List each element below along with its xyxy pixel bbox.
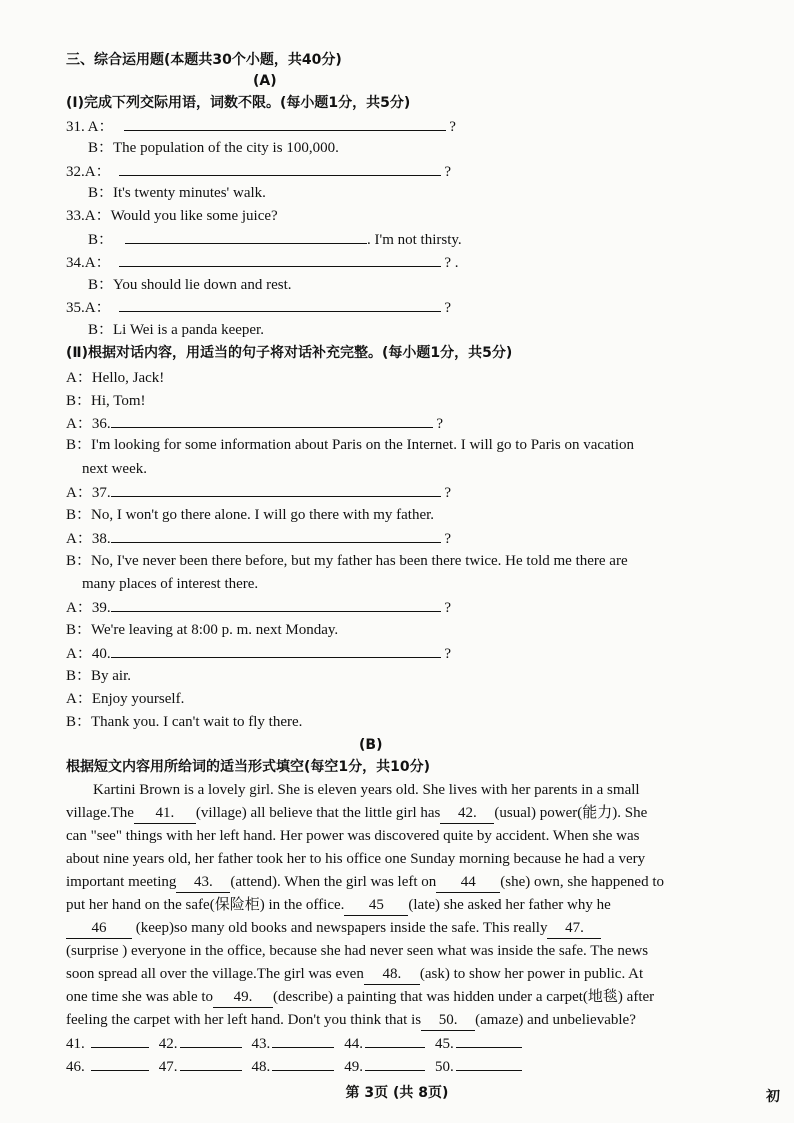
dialogue-line-37: A：37. ?	[66, 482, 451, 503]
response-text: It's twenty minutes' walk.	[113, 185, 266, 201]
dialogue-line: many places of interest there.	[82, 576, 259, 592]
dialogue-line: B：I'm looking for some information about Paris on the Internet. I will go to Paris on vacation	[66, 437, 635, 453]
dialogue-line: B：Hi, Tom!	[66, 393, 146, 409]
response-35: B：Li Wei is a panda keeper.	[88, 322, 264, 338]
response-text: You should lie down and rest.	[113, 277, 292, 293]
dialogue-line-40: A：40. ?	[66, 643, 451, 664]
blank-41[interactable]: 41.	[134, 803, 196, 824]
question-35: 35.A： ?	[66, 297, 451, 318]
passage-line: can "see" things with her left hand. Her power was discovered quite by accident. When she was	[66, 828, 640, 844]
question-31: 31. A： ?	[66, 116, 456, 137]
passage-line: 46 (keep)so many old books and newspapers inside the safe. This really 47.	[66, 918, 601, 939]
dialogue-line: A：Enjoy yourself.	[66, 691, 185, 707]
part-a1-title: (Ⅰ)完成下列交际用语，词数不限。(每小题1分，共5分)	[66, 95, 411, 111]
blank-49[interactable]: 49.	[213, 987, 273, 1008]
answer-blank[interactable]	[124, 116, 446, 131]
answer-line[interactable]	[365, 1033, 425, 1048]
response-34: B：You should lie down and rest.	[88, 277, 292, 293]
response-text: The population of the city is 100,000.	[113, 140, 339, 156]
corner-mark: 初	[766, 1089, 780, 1105]
blank-48[interactable]: 48.	[364, 964, 420, 985]
passage-line: soon spread all over the village.The girl was even 48. (ask) to show her power in public. At	[66, 964, 643, 985]
passage-line: one time she was able to 49. (describe) a painting that was hidden under a carpet(地毯) after	[66, 987, 654, 1008]
answer-label: 42.	[158, 1036, 178, 1052]
passage-line: Kartini Brown is a lovely girl. She is eleven years old. She lives with her parents in a small	[93, 782, 640, 798]
question-number: 33.A：	[66, 208, 111, 224]
dialogue-line: B：By air.	[66, 668, 132, 684]
answer-line[interactable]	[456, 1033, 522, 1048]
question-number: 32.A：	[66, 164, 111, 180]
dialogue-line: B：No, I won't go there alone. I will go there with my father.	[66, 507, 435, 523]
question-text: Would you like some juice?	[110, 208, 278, 224]
answer-label: 48.	[251, 1059, 271, 1075]
answer-line[interactable]	[180, 1056, 242, 1071]
dialogue-line-38: A：38. ?	[66, 528, 451, 549]
answer-blank[interactable]	[111, 482, 441, 497]
answer-line[interactable]	[272, 1033, 334, 1048]
section-title: 三、综合运用题(本题共30个小题，共40分)	[66, 52, 342, 68]
dialogue-line-36: A：36. ?	[66, 413, 443, 434]
answer-label: 50.	[435, 1059, 454, 1075]
answer-blank[interactable]	[119, 252, 441, 267]
blank-44[interactable]: 44	[436, 872, 500, 893]
answer-line[interactable]	[456, 1056, 522, 1071]
answer-blank[interactable]	[125, 229, 367, 244]
answer-line[interactable]	[91, 1033, 149, 1048]
question-32: 32.A： ?	[66, 161, 451, 182]
response-text: Li Wei is a panda keeper.	[113, 322, 264, 338]
blank-47[interactable]: 47.	[547, 918, 601, 939]
dialogue-line: B：Thank you. I can't wait to fly there.	[66, 714, 303, 730]
answer-label: 43.	[251, 1036, 271, 1052]
answer-line[interactable]	[365, 1056, 425, 1071]
answer-line[interactable]	[91, 1056, 149, 1071]
passage-line: village.The 41. (village) all believe that the little girl has 42. (usual) power(能力). She	[66, 803, 647, 824]
answer-row-2	[66, 1056, 522, 1077]
question-34: 34.A： ? .	[66, 252, 459, 273]
dialogue-line: A：Hello, Jack!	[66, 370, 165, 386]
blank-42[interactable]: 42.	[440, 803, 494, 824]
answer-label: 41.	[66, 1036, 85, 1052]
answer-label: 46.	[66, 1059, 85, 1075]
answer-label: 47.	[158, 1059, 178, 1075]
part-b-label: (B)	[359, 737, 383, 753]
answer-label: 49.	[344, 1059, 363, 1075]
question-number: 34.A：	[66, 255, 111, 271]
dialogue-line: next week.	[82, 461, 147, 477]
page-footer: 第 3页 (共 8页)	[345, 1085, 449, 1101]
answer-blank[interactable]	[119, 161, 441, 176]
answer-blank[interactable]	[111, 643, 441, 658]
answer-blank[interactable]	[111, 413, 433, 428]
blank-46[interactable]: 46	[66, 918, 132, 939]
passage-line: important meeting 43. (attend). When the girl was left on 44 (she) own, she happened to	[66, 872, 664, 893]
answer-line[interactable]	[180, 1033, 242, 1048]
passage-line: feeling the carpet with her left hand. Don't you think that is 50. (amaze) and unbelievable?	[66, 1010, 636, 1031]
blank-43[interactable]: 43.	[176, 872, 230, 893]
passage-line: about nine years old, her father took her to his office one Sunday morning because he had a very	[66, 851, 646, 867]
answer-label: 44.	[344, 1036, 363, 1052]
answer-blank[interactable]	[111, 528, 441, 543]
blank-50[interactable]: 50.	[421, 1010, 475, 1031]
response-33: B： . I'm not thirsty.	[88, 229, 462, 250]
question-33	[66, 206, 278, 226]
dialogue-line: B：No, I've never been there before, but my father has been there twice. He told me there are	[66, 553, 628, 569]
question-number: 31. A：	[66, 119, 114, 135]
response-31: B：The population of the city is 100,000.	[88, 140, 339, 156]
part-a-label: (A)	[253, 73, 277, 89]
answer-line[interactable]	[272, 1056, 334, 1071]
passage-line: (surprise ) everyone in the office, because she had never seen what was inside the safe. The news	[66, 943, 649, 959]
answer-label: 45.	[435, 1036, 454, 1052]
passage-line: put her hand on the safe(保险柜) in the office. 45 (late) she asked her father why he	[66, 895, 611, 916]
part-a2-title: (Ⅱ)根据对话内容，用适当的句子将对话补充完整。(每小题1分，共5分)	[66, 345, 513, 361]
answer-blank[interactable]	[119, 297, 441, 312]
response-32: B：It's twenty minutes' walk.	[88, 185, 266, 201]
dialogue-line: B：We're leaving at 8:00 p. m. next Monday.	[66, 622, 339, 638]
part-b-title: 根据短文内容用所给词的适当形式填空(每空1分，共10分)	[66, 759, 431, 775]
blank-45[interactable]: 45	[344, 895, 408, 916]
answer-blank[interactable]	[111, 597, 441, 612]
answer-row-1	[66, 1033, 522, 1054]
dialogue-line-39: A：39. ?	[66, 597, 451, 618]
question-number: 35.A：	[66, 300, 111, 316]
